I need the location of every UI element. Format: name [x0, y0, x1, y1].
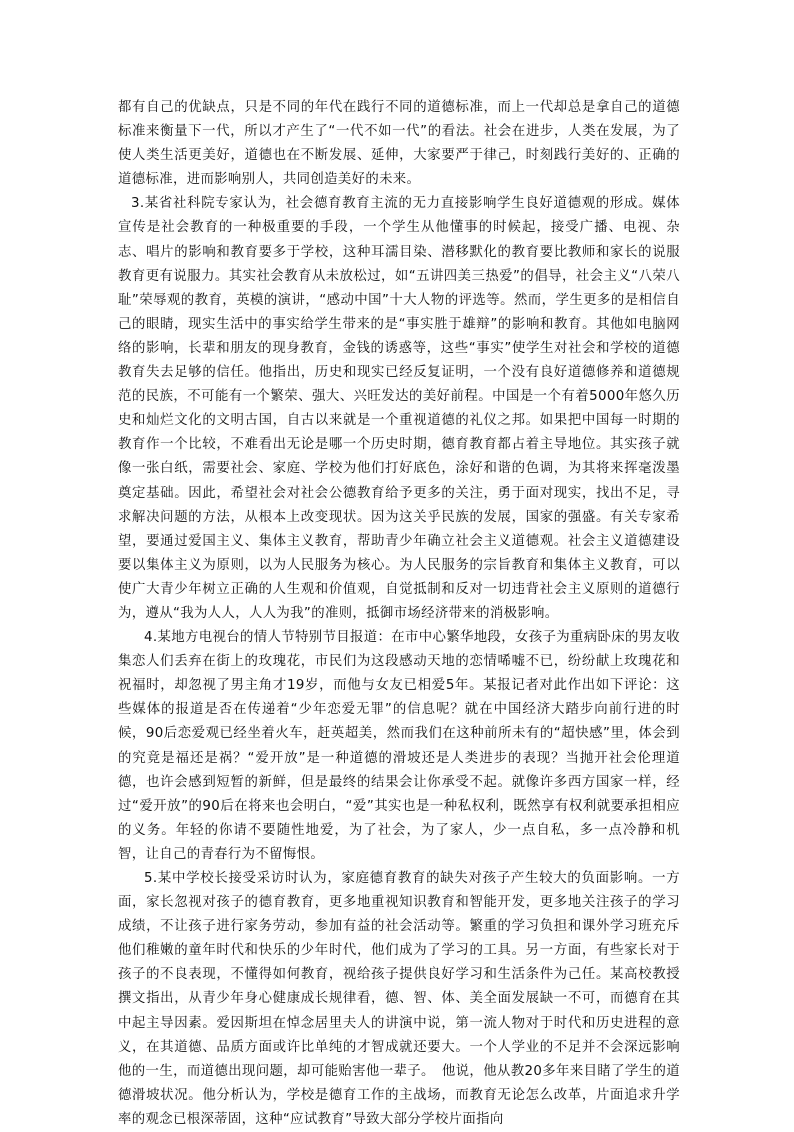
paragraph-continued: 都有自己的优缺点，只是不同的年代在践行不同的道德标准，而上一代却总是拿自己的道德标准来衡量下一代，所以才产生了“一代不如一代”的看法。社会在进步，人类在发展，为了使人类生活更美好，道德也在不断发展、延伸，大家要严于律己，时刻践行美好的、正确的道德标准，进而影响别人，共同创造美好的未来。 — [118, 100, 680, 188]
paragraph-item-4: 4.某地方电视台的情人节特别节目报道：在市中心繁华地段，女孩子为重病卧床的男友收集恋人们丢弃在街上的玫瑰花，市民们为这段感动天地的恋情唏嘘不已，纷纷献上玫瑰花和祝福时，却忽视了男主角才19岁，而他与女友已相爱5年。某报记者对此作出如下评论：这些媒体的报道是否在传递着“少年恋爱无罪”的信息呢？就在中国经济大踏步向前行进的时候，90后恋爱观已经坐着火车，赶英超美，然而我们在这种前所未有的“超快感”里，体会到的究竟是福还是祸？“爱开放”是一种道德的滑坡还是人类进步的表现？当抛开社会伦理道德，也许会感到短暂的新鲜，但是最终的结果会让你承受不起。就像许多西方国家一样，经过“爱开放”的90后在将来也会明白，“爱”其实也是一种私权利，既然享有权利就要承担相应的义务。年轻的你请不要随性地爱，为了社会，为了家人，少一点自私，多一点冷静和机智，让自己的青春行为不留悔恨。 — [118, 630, 680, 862]
paragraph-item-5: 5.某中学校长接受采访时认为，家庭德育教育的缺失对孩子产生较大的负面影响。一方面，家长忽视对孩子的德育教育，更多地重视知识教育和智能开发，更多地关注孩子的学习成绩，不让孩子进行家务劳动，参加有益的社会活动等。繁重的学习负担和课外学习班充斥他们稚嫩的童年时代和快乐的少年时代，他们成为了学习的工具。另一方面，有些家长对于孩子的不良表现，不懂得如何教育，视给孩子提供良好学习和生活条件为己任。某高校教授撰文指出，从青少年身心健康成长规律看，德、智、体、美全面发展缺一不可，而德育在其中起主导因素。爱因斯坦在悼念居里夫人的讲演中说，第一流人物对于时代和历史进程的意义，在其道德、品质方面或许比单纯的才智成就还要大。一个人学业的不足并不会深远影响他的一生，而道德出现问题，却可能贻害他一辈子。 他说，他从教20多年来目睹了学生的道德滑坡状况。他分析认为，学校是德育工作的主战场，而教育无论怎么改革，片面追求升学率的观念已根深蒂固，这种“应试教育”导致大部分学校片面指向 — [118, 871, 680, 1127]
document-page — [118, 96, 680, 1132]
paragraph-item-3: 3.某省社科院专家认为，社会德育教育主流的无力直接影响学生良好道德观的形成。媒体宣传是社会教育的一种极重要的手段，一个学生从他懂事的时候起，接受广播、电视、杂志、唱片的影响和教育要多于学校，这种耳濡目染、潜移默化的教育要比教师和家长的说服教育更有说服力。其实社会教育从未放松过，如“五讲四美三热爱”的倡导，社会主义“八荣八耻”荣辱观的教育，英模的演讲，“感动中国”十大人物的评选等。然而，学生更多的是相信自己的眼睛，现实生活中的事实给学生带来的是“事实胜于雄辩”的影响和教育。其他如电脑网络的影响，长辈和朋友的现身教育，金钱的诱惑等，这些“事实”使学生对社会和学校的道德教育失去足够的信任。他指出，历史和现实已经反复证明，一个没有良好道德修养和道德规范的民族，不可能有一个繁荣、强大、兴旺发达的美好前程。中国是一个有着5000年悠久历史和灿烂文化的文明古国，自古以来就是一个重视道德的礼仪之邦。如果把中国每一时期的教育作一个比较，不难看出无论是哪一个历史时期，德育教育都占着主导地位。其实孩子就像一张白纸，需要社会、家庭、学校为他们打好底色，涂好和谐的色调，为其将来挥毫泼墨奠定基础。因此，希望社会对社会公德教育给予更多的关注，勇于面对现实，找出不足，寻求解决问题的方法，从根本上改变现状。因为这关乎民族的发展，国家的强盛。有关专家希望，要通过爱国主义、集体主义教育，帮助青少年确立社会主义道德观。社会主义道德建设要以集体主义为原则，以为人民服务为核心。为人民服务的宗旨教育和集体主义教育，可以使广大青少年树立正确的人生观和价值观，自觉抵制和反对一切违背社会主义原则的道德行为，遵从“我为人人，人人为我”的准则，抵御市场经济带来的消极影响。 — [118, 196, 680, 621]
